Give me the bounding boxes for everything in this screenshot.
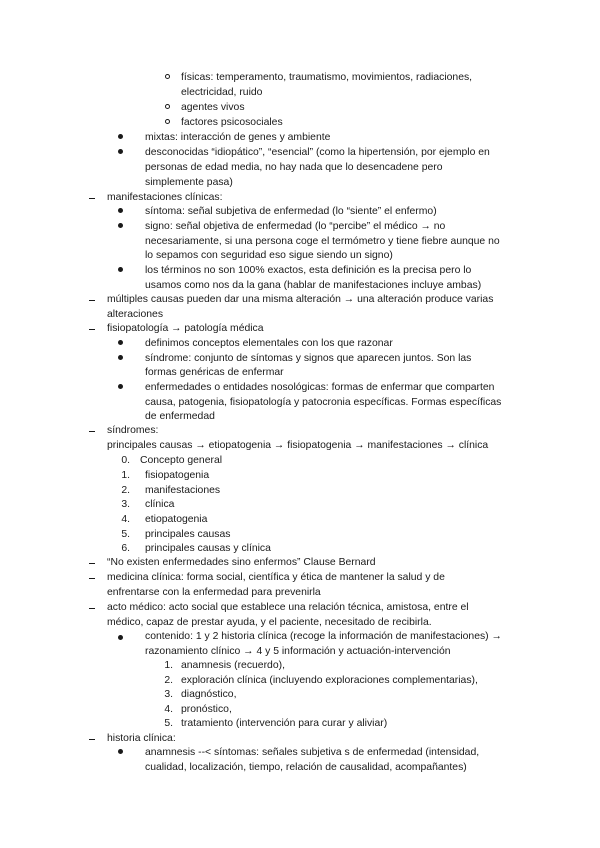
bullet-icon (118, 267, 123, 272)
text-line: definimos conceptos elementales con los que razonar (145, 338, 393, 349)
list-number: 0. (121, 455, 130, 466)
list-number: 3. (121, 499, 130, 510)
section-heading: síndromes: (107, 425, 159, 436)
text-line: principales causas → etiopatogenia → fisiopatogenia → manifestaciones → clínica (107, 440, 489, 451)
list-item: fisiopatogenia (145, 470, 210, 481)
text-line: acto médico: acto social que establece una relación técnica, amistosa, entre el (107, 602, 469, 613)
text-line: anamnesis --< síntomas: señales subjetiva s de enfermedad (intensidad, (145, 747, 480, 758)
bullet-icon (118, 355, 123, 360)
list-number: 4. (164, 704, 173, 715)
text-line: razonamiento clínico → 4 y 5 información y actuación-intervención (145, 646, 451, 657)
list-item: diagnóstico, (181, 689, 237, 700)
bullet-icon (118, 635, 123, 640)
text-line: físicas: temperamento, traumatismo, movimientos, radiaciones, (181, 72, 473, 83)
text-line: múltiples causas pueden dar una misma alteración → una alteración produce varias (107, 294, 494, 305)
bullet-icon (118, 149, 123, 154)
list-item: tratamiento (intervención para curar y aliviar) (181, 718, 388, 729)
hollow-bullet-icon (165, 74, 170, 79)
hollow-bullet-icon (165, 104, 170, 109)
text-line: signo: señal objetiva de enfermedad (lo “percibe” el médico → no (145, 221, 446, 232)
text-line: electricidad, ruido (181, 87, 263, 98)
text-line: mixtas: interacción de genes y ambiente (145, 132, 331, 143)
list-number: 5. (164, 718, 173, 729)
list-number: 5. (121, 529, 130, 540)
text-line: formas genéricas de enfermar (145, 367, 284, 378)
quote-line: “No existen enfermedades sino enfermos” Clause Bernard (107, 557, 376, 568)
list-number: 2. (164, 675, 173, 686)
list-item: principales causas y clínica (145, 543, 271, 554)
text-line: factores psicosociales (181, 117, 283, 128)
text-line: usamos como nos da la gana (hablar de manifestaciones incluye ambas) (145, 280, 482, 291)
text-line: síntoma: señal subjetiva de enfermedad (lo “siente” el enfermo) (145, 206, 437, 217)
list-item: exploración clínica (incluyendo exploraciones complementarias), (181, 675, 478, 686)
bullet-icon (118, 749, 123, 754)
bullet-icon (118, 340, 123, 345)
section-heading: historia clínica: (107, 733, 176, 744)
text-line: causa, patogenia, fisiopatología y patocronia específicas. Formas específicas (145, 397, 502, 408)
list-number: 3. (164, 689, 173, 700)
dash-marker (89, 300, 95, 301)
text-line: contenido: 1 y 2 historia clínica (recoge la información de manifestaciones) → (145, 631, 502, 642)
section-heading: fisiopatología → patología médica (107, 323, 264, 334)
list-number: 2. (121, 485, 130, 496)
text-line: simplemente pasa) (145, 177, 233, 188)
dash-marker (89, 563, 95, 564)
hollow-bullet-icon (165, 119, 170, 124)
dash-marker (89, 431, 95, 432)
dash-marker (89, 198, 95, 199)
dash-marker (89, 608, 95, 609)
text-line: alteraciones (107, 309, 164, 320)
list-item: Concepto general (140, 455, 223, 466)
dash-marker (89, 739, 95, 740)
list-item: anamnesis (recuerdo), (181, 660, 285, 671)
text-line: enfrentarse con la enfermedad para prevenirla (107, 587, 321, 598)
text-line: médico, capaz de prestar ayuda, y el paciente, necesitado de recibirla. (107, 617, 432, 628)
list-item: pronóstico, (181, 704, 232, 715)
list-item: clínica (145, 499, 175, 510)
text-line: personas de edad media, no hay nada que lo desencadene pero (145, 162, 443, 173)
section-heading: manifestaciones clínicas: (107, 192, 223, 203)
bullet-icon (118, 384, 123, 389)
text-line: necesariamente, si una persona coge el termómetro y tiene fiebre aunque no (145, 236, 500, 247)
text-line: cualidad, localización, tiempo, relación de causalidad, acompañantes) (145, 762, 467, 773)
list-number: 4. (121, 514, 130, 525)
dash-marker (89, 329, 95, 330)
list-number: 1. (164, 660, 173, 671)
list-number: 1. (121, 470, 130, 481)
text-line: los términos no son 100% exactos, esta definición es la precisa pero lo (145, 265, 472, 276)
dash-marker (89, 578, 95, 579)
text-line: de enfermedad (145, 411, 215, 422)
text-line: lo sepamos con seguridad eso sigue siendo un signo) (145, 250, 393, 261)
list-number: 6. (121, 543, 130, 554)
text-line: enfermedades o entidades nosológicas: formas de enfermar que comparten (145, 382, 495, 393)
text-line: desconocidas “idiopático”, “esencial” (como la hipertensión, por ejemplo en (145, 147, 490, 158)
bullet-icon (118, 223, 123, 228)
bullet-icon (118, 134, 123, 139)
text-line: síndrome: conjunto de síntomas y signos que aparecen juntos. Son las (145, 353, 472, 364)
list-item: etiopatogenia (145, 514, 208, 525)
bullet-icon (118, 208, 123, 213)
list-item: manifestaciones (145, 485, 221, 496)
list-item: principales causas (145, 529, 231, 540)
text-line: medicina clínica: forma social, científica y ética de mantener la salud y de (107, 572, 445, 583)
text-line: agentes vivos (181, 102, 245, 113)
